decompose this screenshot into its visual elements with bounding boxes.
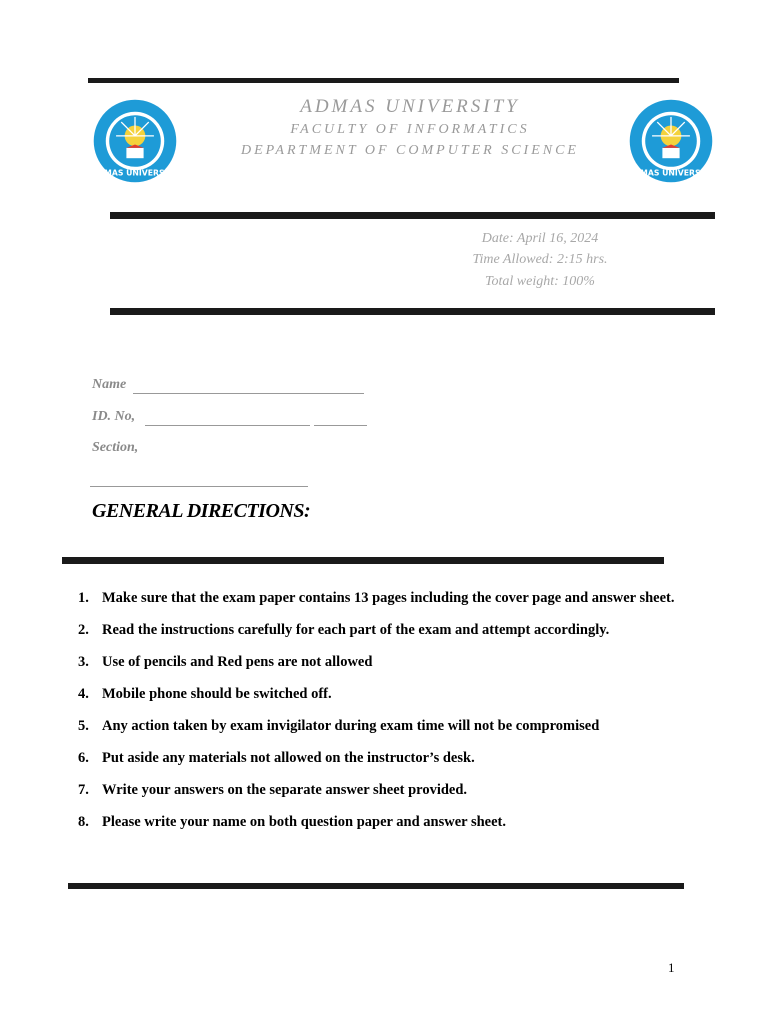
item-text: Make sure that the exam paper contains 13 pages including the cover page and answer sheet. (102, 590, 675, 606)
seal-right-text: ADMAS UNIVERSITY (628, 168, 714, 178)
item-number: 7. (78, 782, 89, 798)
directions-list (78, 582, 688, 838)
item-text: Read the instructions carefully for each part of the exam and attempt accordingly. (102, 622, 610, 638)
list-item (78, 710, 688, 742)
id-line-2 (314, 425, 367, 426)
id-label: ID. No, (92, 409, 136, 424)
id-line-1 (145, 425, 310, 426)
university-seal-left-icon (92, 98, 178, 184)
item-number: 2. (78, 622, 89, 638)
department-name: DEPARTMENT OF COMPUTER SCIENCE (241, 143, 579, 158)
item-text: Any action taken by exam invigilator during exam time will not be compromised (102, 718, 600, 734)
list-item (78, 806, 688, 838)
page-number: 1 (668, 960, 675, 975)
header-rule-upper (110, 212, 715, 219)
section-label: Section, (92, 440, 139, 455)
item-text: Use of pencils and Red pens are not allowed (102, 654, 373, 670)
item-text: Write your answers on the separate answer sheet provided. (102, 782, 468, 798)
directions-rule-top (62, 557, 664, 564)
exam-time-allowed: Time Allowed: 2:15 hrs. (472, 252, 608, 267)
directions-heading: GENERAL DIRECTIONS: (92, 500, 311, 522)
item-number: 3. (78, 654, 89, 670)
list-item (78, 742, 688, 774)
top-rule (88, 78, 679, 83)
item-number: 8. (78, 814, 89, 830)
item-number: 4. (78, 686, 89, 702)
list-item (78, 582, 688, 614)
exam-date: Date: April 16, 2024 (481, 231, 599, 246)
section-line (90, 486, 308, 487)
item-text: Put aside any materials not allowed on the instructor’s desk. (102, 750, 475, 766)
seal-left-text: ADMAS UNIVERSITY (92, 168, 178, 178)
item-number: 6. (78, 750, 89, 766)
university-name: ADMAS UNIVERSITY (300, 96, 520, 117)
item-text: Mobile phone should be switched off. (102, 686, 332, 702)
header-rule-lower (110, 308, 715, 315)
name-label: Name (92, 377, 127, 392)
item-number: 1. (78, 590, 89, 606)
exam-total-weight: Total weight: 100% (485, 274, 595, 289)
university-seal-right-icon (628, 98, 714, 184)
faculty-name: FACULTY OF INFORMATICS (290, 122, 530, 137)
list-item (78, 678, 688, 710)
list-item (78, 774, 688, 806)
item-number: 5. (78, 718, 89, 734)
directions-rule-bottom (68, 883, 684, 889)
list-item (78, 614, 688, 646)
item-text: Please write your name on both question paper and answer sheet. (102, 814, 507, 830)
list-item (78, 646, 688, 678)
name-line (133, 393, 364, 394)
